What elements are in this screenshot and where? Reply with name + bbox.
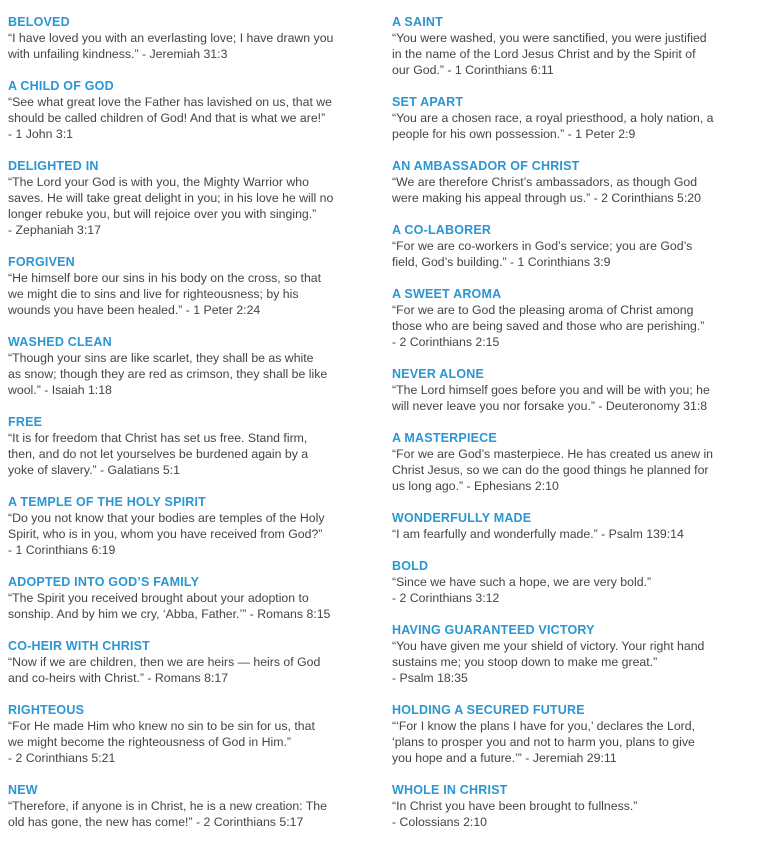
identity-entry: [392, 782, 752, 830]
identity-entry: [392, 622, 752, 686]
entry-verse: “For we are co-workers in God’s service; you are God’s field, God’s building.” - 1 Corinthians 3:9: [392, 239, 693, 269]
identity-entry: [392, 158, 752, 206]
identity-entry: [392, 14, 752, 78]
entry-verse: “See what great love the Father has lavished on us, that we should be called children of God! And that is what we are!” - 1 John 3:1: [8, 95, 333, 141]
entry-verse: “In Christ you have been brought to fullness.” - Colossians 2:10: [392, 799, 638, 829]
entry-title: AN AMBASSADOR OF CHRIST: [392, 159, 580, 173]
identity-entry: [8, 14, 370, 62]
entry-verse: “He himself bore our sins in his body on the cross, so that we might die to sins and live for righteousness; by his wounds you have been healed.” - 1 Peter 2:24: [8, 271, 322, 317]
identity-entry: [392, 430, 752, 494]
entry-title: WHOLE IN CHRIST: [392, 783, 508, 797]
entry-verse: “Therefore, if anyone is in Christ, he is a new creation: The old has gone, the new has come!” - 2 Corinthians 5:17: [8, 799, 327, 829]
identity-entry: [8, 78, 370, 142]
entry-title: A MASTERPIECE: [392, 431, 497, 445]
entry-verse: “Since we have such a hope, we are very bold.” - 2 Corinthians 3:12: [392, 575, 652, 605]
identity-entry: [392, 222, 752, 270]
entry-title: BOLD: [392, 559, 429, 573]
entry-verse: “Though your sins are like scarlet, they shall be as white as snow; though they are red as crimson, they shall be like wool.” - Isaiah 1:18: [8, 351, 328, 397]
identity-entry: [8, 638, 370, 686]
identity-entry: [8, 158, 370, 238]
entry-title: HOLDING A SECURED FUTURE: [392, 703, 585, 717]
entry-title: BELOVED: [8, 15, 70, 29]
entry-title: RIGHTEOUS: [8, 703, 85, 717]
entry-title: NEVER ALONE: [392, 367, 485, 381]
entry-verse: “It is for freedom that Christ has set us free. Stand firm, then, and do not let yourselves be burdened again by a yoke of slavery.” - Galatians 5:1: [8, 431, 309, 477]
entry-title: FREE: [8, 415, 43, 429]
identity-entry: [8, 702, 370, 766]
entry-verse: “I have loved you with an everlasting love; I have drawn you with unfailing kindness.” - Jeremiah 31:3: [8, 31, 334, 61]
identity-entry: [8, 334, 370, 398]
entry-title: NEW: [8, 783, 38, 797]
entry-title: CO-HEIR WITH CHRIST: [8, 639, 150, 653]
entry-verse: “We are therefore Christ’s ambassadors, as though God were making his appeal through us.” - 2 Corinthians 5:20: [392, 175, 701, 205]
identity-entry: [392, 366, 752, 414]
entry-title: FORGIVEN: [8, 255, 75, 269]
identity-entry: [392, 94, 752, 142]
identity-entry: [8, 254, 370, 318]
entry-verse: “For we are God’s masterpiece. He has created us anew in Christ Jesus, so we can do the good things he planned for us long ago.” - Ephesians 2:10: [392, 447, 714, 493]
entry-verse: “Now if we are children, then we are heirs — heirs of God and co-heirs with Christ.” - Romans 8:17: [8, 655, 321, 685]
entry-verse: “For we are to God the pleasing aroma of Christ among those who are being saved and those who are perishing.” - 2 Corinthians 2:15: [392, 303, 705, 349]
entry-title: WASHED CLEAN: [8, 335, 112, 349]
entry-title: DELIGHTED IN: [8, 159, 99, 173]
entry-title: WONDERFULLY MADE: [392, 511, 532, 525]
entry-title: A CHILD OF GOD: [8, 79, 114, 93]
entry-title: SET APART: [392, 95, 464, 109]
entry-verse: “‘For I know the plans I have for you,’ declares the Lord, ‘plans to prosper you and not to harm you, plans to give you hope and a future.’” - Jeremiah 29:11: [392, 719, 696, 765]
entry-verse: “I am fearfully and wonderfully made.” - Psalm 139:14: [392, 527, 684, 541]
identity-entry: [392, 702, 752, 766]
entry-title: A CO-LABORER: [392, 223, 492, 237]
entry-verse: “For He made Him who knew no sin to be sin for us, that we might become the righteousness of God in Him.” - 2 Corinthians 5:21: [8, 719, 315, 765]
identity-entry: [8, 782, 370, 830]
entry-title: ADOPTED INTO GOD’S FAMILY: [8, 575, 200, 589]
entry-verse: “The Spirit you received brought about your adoption to sonship. And by him we cry, ‘Abba, Father.’” - Romans 8:15: [8, 591, 331, 621]
identity-entry: [392, 510, 752, 542]
entry-verse: “You have given me your shield of victory. Your right hand sustains me; you stoop down to make me great.” - Psalm 18:35: [392, 639, 705, 685]
entry-verse: “You were washed, you were sanctified, you were justified in the name of the Lord Jesus Christ and by the Spirit of our God.” - 1 Corinthians 6:11: [392, 31, 707, 77]
entry-verse: “You are a chosen race, a royal priesthood, a holy nation, a people for his own possession.” - 1 Peter 2:9: [392, 111, 714, 141]
entry-title: A SWEET AROMA: [392, 287, 502, 301]
entry-verse: “Do you not know that your bodies are temples of the Holy Spirit, who is in you, whom you have received from God?” - 1 Corinthians 6:19: [8, 511, 325, 557]
entry-verse: “The Lord your God is with you, the Mighty Warrior who saves. He will take great delight in you; in his love he will no longer rebuke you, but will rejoice over you with singing.” - Zephaniah 3:17: [8, 175, 334, 237]
identity-entry: [8, 414, 370, 478]
entry-title: A SAINT: [392, 15, 443, 29]
entry-title: HAVING GUARANTEED VICTORY: [392, 623, 595, 637]
entry-title: A TEMPLE OF THE HOLY SPIRIT: [8, 495, 207, 509]
identity-entry: [8, 574, 370, 622]
identity-entry: [392, 286, 752, 350]
identity-entry: [392, 558, 752, 606]
identity-entry: [8, 494, 370, 558]
entry-verse: “The Lord himself goes before you and will be with you; he will never leave you nor forsake you.” - Deuteronomy 31:8: [392, 383, 710, 413]
